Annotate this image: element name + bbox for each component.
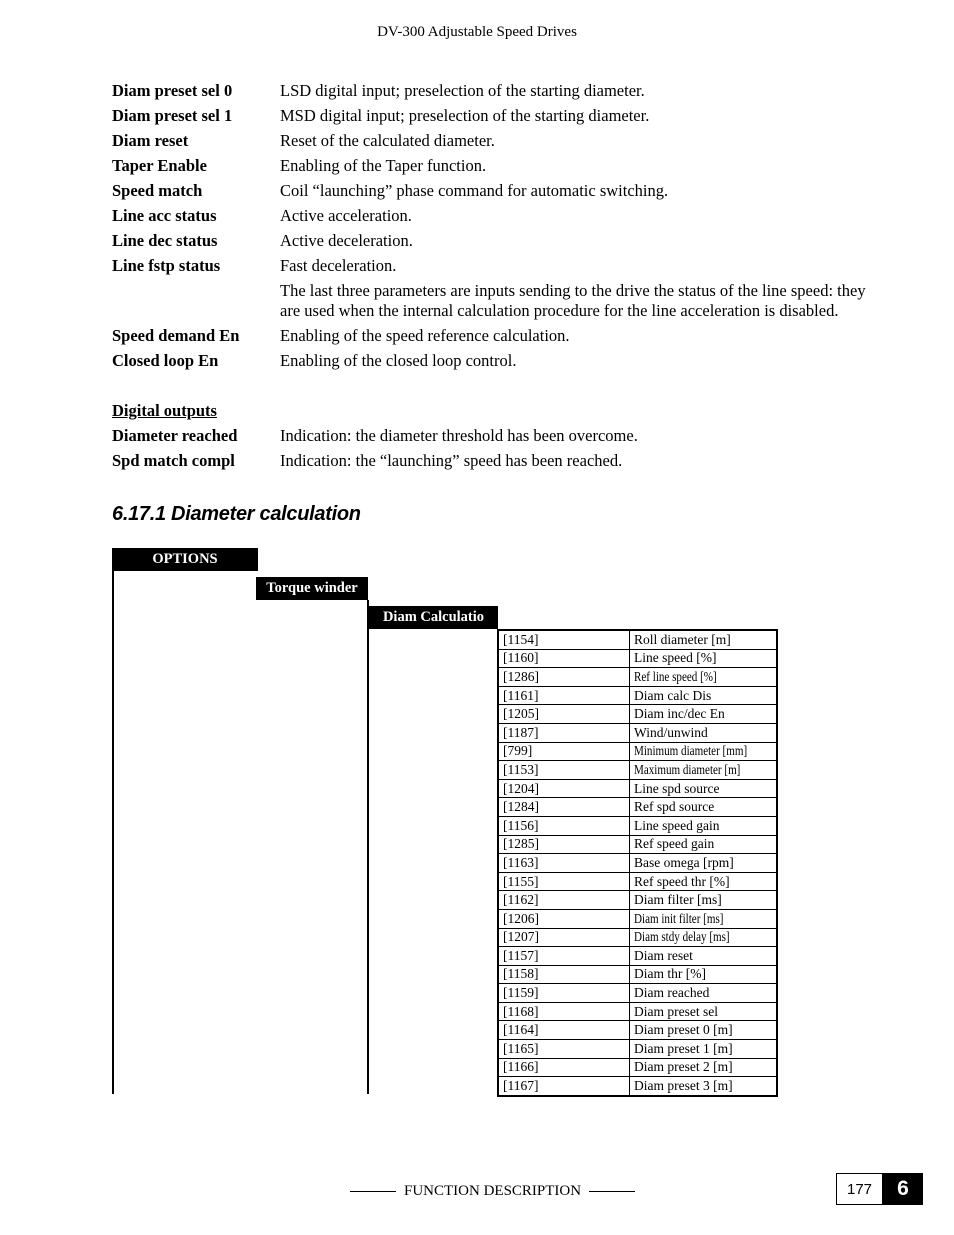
parameter-id: [1286] (498, 668, 630, 687)
menu-options: OPTIONS (112, 548, 258, 571)
parameter-id: [1284] (498, 798, 630, 817)
definition-desc: Coil “launching” phase command for automatic switching. (280, 181, 669, 200)
definition-term: Line dec status (112, 231, 218, 250)
definition-desc: Fast deceleration. (280, 256, 397, 275)
parameter-row (498, 723, 777, 742)
parameter-name (630, 928, 777, 947)
parameter-row (498, 779, 777, 798)
parameter-id: [1163] (498, 854, 630, 873)
parameter-row (498, 984, 777, 1003)
parameter-name: Wind/unwind (630, 723, 777, 742)
definition-desc: Enabling of the speed reference calculation. (280, 326, 570, 345)
parameter-row (498, 686, 777, 705)
parameter-name (630, 742, 777, 761)
parameter-id: [1206] (498, 909, 630, 928)
definition-term: Line acc status (112, 206, 217, 225)
output-term: Diameter reached (112, 426, 238, 445)
parameter-name-text: Maximum diameter [m] (634, 761, 741, 777)
menu-diam-calculatio: Diam Calculatio (369, 606, 498, 629)
definition-term: Diam reset (112, 131, 189, 150)
parameter-name: Diam preset 3 [m] (630, 1077, 777, 1096)
parameter-name: Diam preset 2 [m] (630, 1058, 777, 1077)
parameter-row (498, 1058, 777, 1077)
definition-term: Diam preset sel 1 (112, 106, 233, 125)
parameter-name: Diam reached (630, 984, 777, 1003)
output-desc: Indication: the “launching” speed has been reached. (280, 451, 623, 470)
definition-desc: LSD digital input; preselection of the starting diameter. (280, 81, 645, 100)
definition-desc: Active acceleration. (280, 206, 412, 225)
definition-term: Taper Enable (112, 156, 207, 175)
parameter-name: Diam preset sel (630, 1002, 777, 1021)
output-desc: Indication: the diameter threshold has been overcome. (280, 426, 638, 445)
parameter-id: [1162] (498, 891, 630, 910)
definition-term: Speed demand En (112, 326, 240, 345)
parameter-row (498, 816, 777, 835)
parameter-row (498, 668, 777, 687)
parameter-table (497, 629, 778, 1097)
definition-desc: MSD digital input; preselection of the starting diameter. (280, 106, 650, 125)
parameter-row (498, 1002, 777, 1021)
parameter-row (498, 872, 777, 891)
parameter-id: [799] (498, 742, 630, 761)
menu-tree-line-torque-winder (367, 600, 369, 1094)
parameter-name: Ref speed thr [%] (630, 872, 777, 891)
parameter-id: [1157] (498, 947, 630, 966)
page-header: DV-300 Adjustable Speed Drives (377, 24, 577, 40)
parameter-name: Diam calc Dis (630, 686, 777, 705)
parameter-row (498, 835, 777, 854)
parameter-row (498, 1040, 777, 1059)
menu-torque-winder: Torque winder (256, 577, 368, 600)
parameter-id: [1154] (498, 630, 630, 649)
parameter-id: [1285] (498, 835, 630, 854)
parameter-id: [1155] (498, 872, 630, 891)
parameter-row (498, 854, 777, 873)
parameter-name: Ref spd source (630, 798, 777, 817)
parameter-name: Line speed [%] (630, 649, 777, 668)
parameter-row (498, 965, 777, 984)
parameter-row (498, 705, 777, 724)
parameter-row (498, 798, 777, 817)
definition-desc: Enabling of the closed loop control. (280, 351, 517, 370)
parameter-name: Roll diameter [m] (630, 630, 777, 649)
definition-term: Diam preset sel 0 (112, 81, 233, 100)
parameter-name-text: Diam init filter [ms] (634, 910, 724, 926)
definition-term: Closed loop En (112, 351, 219, 370)
parameter-id: [1207] (498, 928, 630, 947)
parameter-row (498, 742, 777, 761)
parameter-name (630, 668, 777, 687)
definition-desc: Active deceleration. (280, 231, 413, 250)
parameter-name: Diam reset (630, 947, 777, 966)
parameter-row (498, 649, 777, 668)
parameter-id: [1204] (498, 779, 630, 798)
definition-term: Speed match (112, 181, 203, 200)
page-number: 177 (836, 1173, 883, 1205)
parameter-id: [1165] (498, 1040, 630, 1059)
parameter-name: Diam filter [ms] (630, 891, 777, 910)
definition-term: Line fstp status (112, 256, 221, 275)
definition-desc: The last three parameters are inputs sending to the drive the status of the line speed: they are used when the internal calculation procedure for the line acceleration is disabled. (280, 281, 866, 320)
footer-text: FUNCTION DESCRIPTION (404, 1183, 582, 1199)
parameter-id: [1166] (498, 1058, 630, 1077)
parameter-name: Line speed gain (630, 816, 777, 835)
parameter-row (498, 928, 777, 947)
parameter-name: Ref speed gain (630, 835, 777, 854)
definition-desc: Reset of the calculated diameter. (280, 131, 495, 150)
parameter-name: Diam thr [%] (630, 965, 777, 984)
parameter-row (498, 1021, 777, 1040)
parameter-id: [1160] (498, 649, 630, 668)
parameter-name-text: Minimum diameter [mm] (634, 743, 748, 759)
parameter-row (498, 891, 777, 910)
parameter-name: Diam inc/dec En (630, 705, 777, 724)
definition-desc: Enabling of the Taper function. (280, 156, 487, 175)
parameter-name: Diam preset 0 [m] (630, 1021, 777, 1040)
parameter-id: [1187] (498, 723, 630, 742)
footer-rule-left (350, 1191, 396, 1192)
parameter-id: [1164] (498, 1021, 630, 1040)
digital-outputs-heading (112, 401, 892, 421)
parameter-row (498, 947, 777, 966)
parameter-id: [1153] (498, 761, 630, 780)
parameter-id: [1158] (498, 965, 630, 984)
parameter-row (498, 761, 777, 780)
footer-rule-right (589, 1191, 635, 1192)
digital-outputs-heading-text: Digital outputs (112, 401, 217, 420)
parameter-id: [1205] (498, 705, 630, 724)
parameter-name: Base omega [rpm] (630, 854, 777, 873)
parameter-name (630, 761, 777, 780)
parameter-name: Diam preset 1 [m] (630, 1040, 777, 1059)
parameter-id: [1159] (498, 984, 630, 1003)
parameter-id: [1168] (498, 1002, 630, 1021)
footer (342, 1183, 643, 1200)
parameter-row (498, 909, 777, 928)
parameter-name (630, 909, 777, 928)
output-term: Spd match compl (112, 451, 235, 470)
parameter-name-text: Diam stdy delay [ms] (634, 929, 730, 945)
parameter-name: Line spd source (630, 779, 777, 798)
chapter-number: 6 (883, 1173, 923, 1205)
parameter-id: [1161] (498, 686, 630, 705)
menu-tree-line-options (112, 571, 114, 1094)
parameter-id: [1156] (498, 816, 630, 835)
parameter-id: [1167] (498, 1077, 630, 1096)
section-title: 6.17.1 Diameter calculation (112, 503, 361, 525)
parameter-row (498, 1077, 777, 1096)
parameter-name-text: Ref line speed [%] (634, 668, 717, 684)
parameter-row (498, 630, 777, 649)
